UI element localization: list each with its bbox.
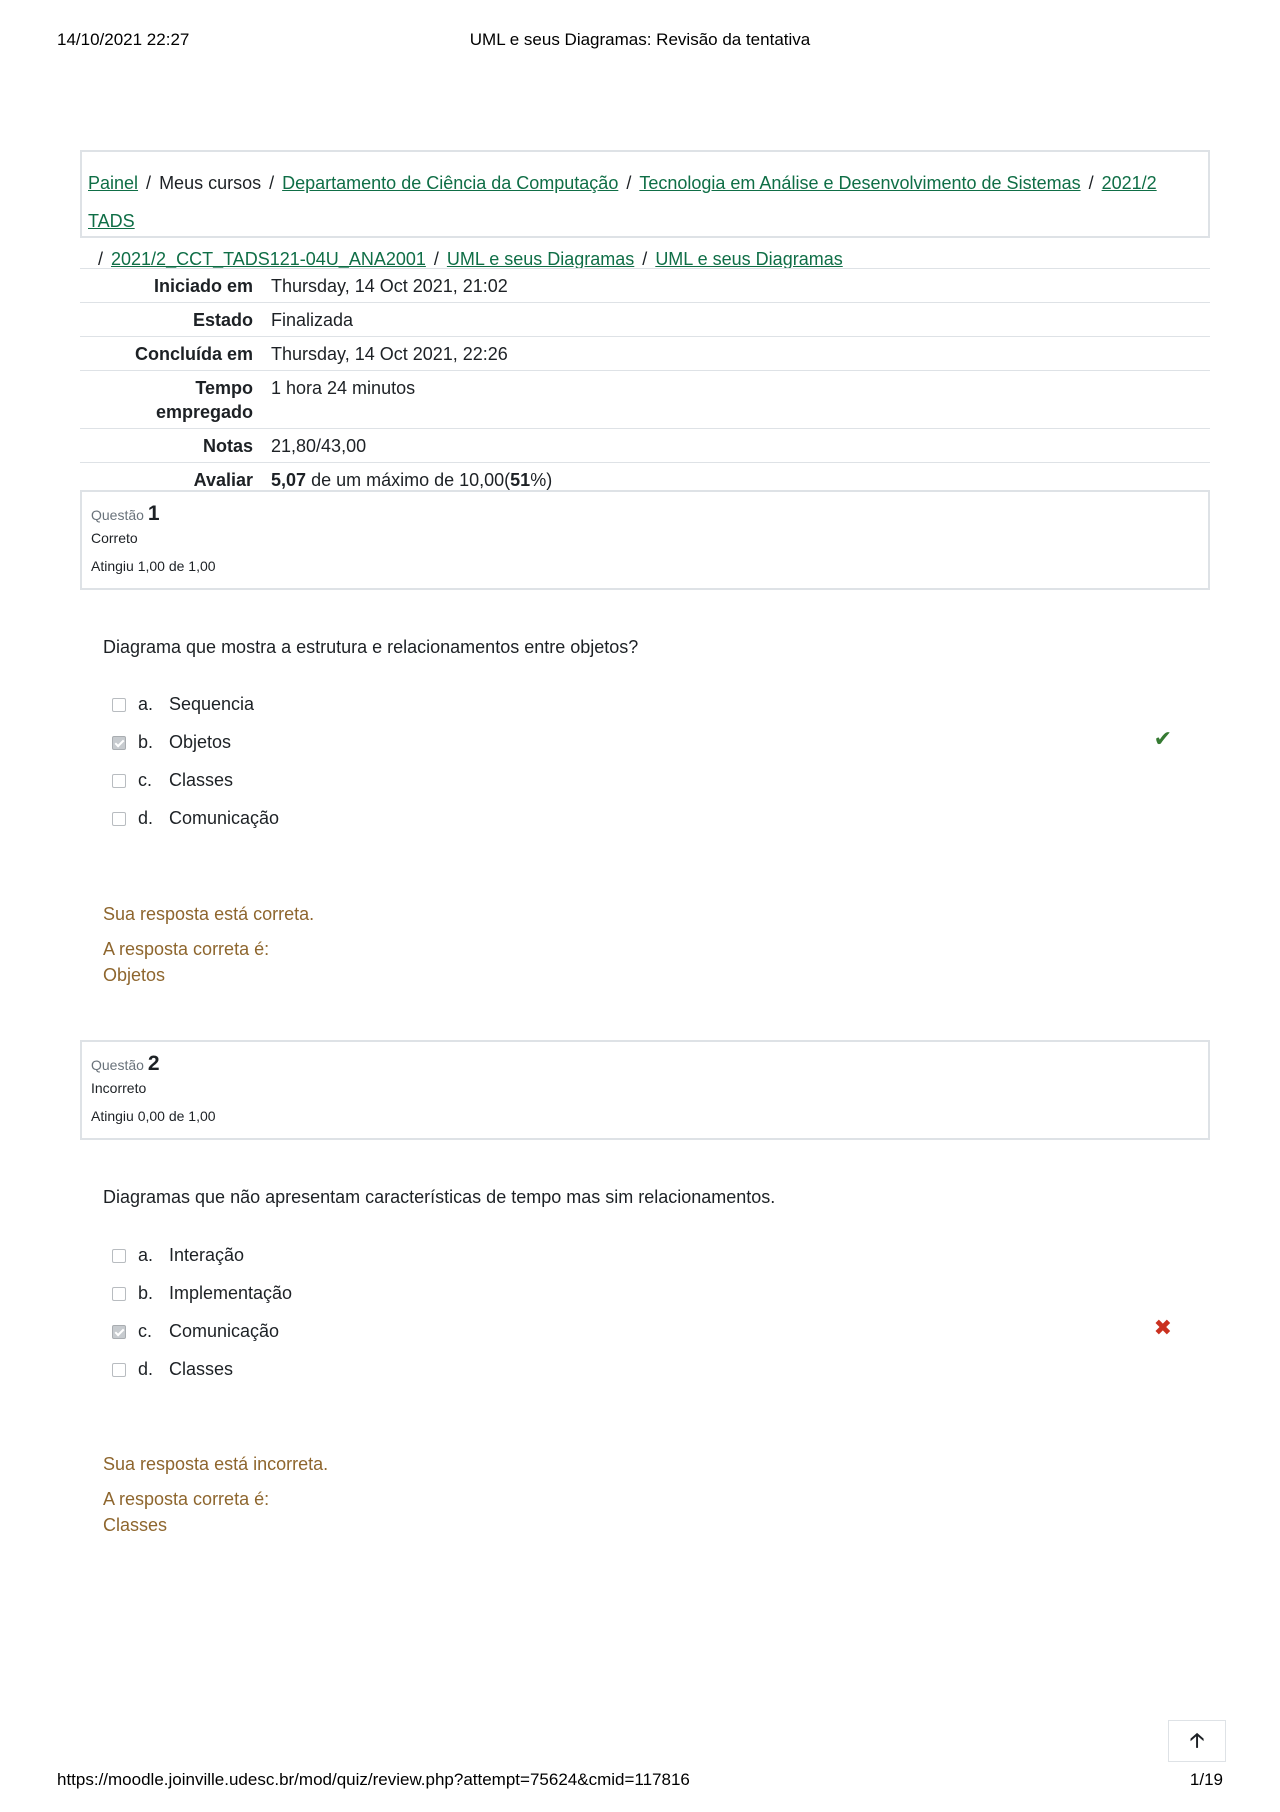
summary-label [80,371,261,429]
question-number: 2 [147,1052,160,1075]
scroll-top-button[interactable] [1168,1720,1226,1762]
question-info [80,490,1210,590]
answer-option[interactable] [112,1245,1182,1283]
summary-value: 1 hora 24 minutos [261,371,1210,429]
cross-icon: ✖ [1153,1315,1172,1340]
grade-score: 5,07 [271,470,307,490]
question-info [80,1040,1210,1140]
answer-option[interactable] [112,1359,1182,1397]
question-grade: Atingiu 0,00 de 1,00 [91,1108,216,1124]
summary-label-line: empregado [155,402,253,422]
answer-checkbox[interactable] [112,812,126,826]
grade-percent: 51 [510,470,531,490]
summary-label: Avaliar [80,463,261,497]
answer-letter: c. [138,770,153,790]
summary-row-time [80,371,1210,429]
answer-text: Classes [169,1359,234,1379]
grade-mid: de um máximo de 10,00( [311,470,511,490]
answer-option[interactable] [112,770,1182,808]
breadcrumb-separator: / [433,249,439,269]
answer-option[interactable] [112,808,1182,846]
arrow-up-icon: 🡡 [1189,1730,1205,1752]
answer-option[interactable] [112,1315,1182,1359]
answer-letter: b. [138,732,154,752]
answer-letter: a. [138,1245,154,1265]
question-number: 1 [147,502,160,525]
question-state: Incorreto [91,1080,147,1096]
summary-label-line: Tempo [195,378,253,398]
summary-row-state [80,303,1210,337]
answer-checkbox[interactable] [112,698,126,712]
summary-label: Concluída em [80,337,261,371]
answer-option[interactable] [112,726,1182,770]
right-answer-label: A resposta correta é: [103,1489,270,1509]
question-label: Questão [91,507,144,523]
question-text: Diagrama que mostra a estrutura e relacionamentos entre objetos? [103,637,639,657]
summary-row-marks [80,429,1210,463]
breadcrumb-departamento[interactable]: Departamento de Ciência da Computação [282,173,619,193]
answer-letter: d. [138,1359,154,1379]
feedback-result: Sua resposta está incorreta. [103,1454,329,1474]
print-date: 14/10/2021 22:27 [57,30,190,49]
print-header [57,30,1223,54]
breadcrumb-separator: / [269,173,275,193]
answer-letter: a. [138,694,154,714]
answer-text: Implementação [169,1283,293,1303]
answer-checkbox[interactable] [112,1325,126,1339]
breadcrumb-meus-cursos: Meus cursos [159,173,262,193]
answer-letter: c. [138,1321,153,1341]
question-feedback [103,1451,328,1538]
breadcrumb-quiz[interactable]: UML e seus Diagramas [655,249,843,269]
answer-text: Objetos [169,732,232,752]
answer-text: Comunicação [169,808,280,828]
answer-checkbox[interactable] [112,1287,126,1301]
breadcrumb-separator: / [642,249,648,269]
right-answer: Objetos [103,965,166,985]
print-title: UML e seus Diagramas: Revisão da tentativa [469,30,811,49]
answer-checkbox[interactable] [112,1249,126,1263]
question-number-line [91,1052,1199,1078]
answer-option[interactable] [112,694,1182,732]
feedback-result: Sua resposta está correta. [103,904,315,924]
answer-option[interactable] [112,1283,1182,1321]
right-answer-label: A resposta correta é: [103,939,270,959]
summary-row-started [80,269,1210,303]
summary-value: 21,80/43,00 [261,429,1210,463]
question-feedback [103,901,314,988]
breadcrumb-painel[interactable]: Painel [88,173,139,193]
answer-text: Classes [169,770,234,790]
question-number-line [91,502,1199,528]
summary-value: Thursday, 14 Oct 2021, 22:26 [261,337,1210,371]
attempt-summary [80,268,1210,496]
summary-label: Notas [80,429,261,463]
answer-letter: b. [138,1283,154,1303]
answer-list [112,1245,1182,1397]
summary-label: Estado [80,303,261,337]
grade-end: %) [530,470,553,490]
answer-text: Sequencia [169,694,255,714]
right-answer: Classes [103,1515,168,1535]
question-state: Correto [91,530,138,546]
print-footer [57,1770,1223,1794]
breadcrumb-disciplina[interactable]: 2021/2_CCT_TADS121-04U_ANA2001 [111,249,426,269]
breadcrumb-separator: / [98,249,104,269]
breadcrumb-separator: / [626,173,632,193]
answer-checkbox[interactable] [112,1363,126,1377]
summary-row-completed [80,337,1210,371]
check-icon: ✔ [1153,726,1172,751]
breadcrumb-separator: / [1088,173,1094,193]
summary-label: Iniciado em [80,269,261,303]
answer-checkbox[interactable] [112,774,126,788]
answer-letter: d. [138,808,154,828]
print-page-number: 1/19 [1189,1770,1223,1789]
print-url: https://moodle.joinville.udesc.br/mod/quiz/review.php?attempt=75624&cmid=117816 [57,1770,690,1789]
answer-text: Comunicação [169,1321,280,1341]
breadcrumb-separator: / [146,173,152,193]
breadcrumb-topico[interactable]: UML e seus Diagramas [446,249,635,269]
answer-checkbox[interactable] [112,736,126,750]
question-grade: Atingiu 1,00 de 1,00 [91,558,216,574]
answer-text: Interação [169,1245,245,1265]
breadcrumb-curso-tads[interactable]: Tecnologia em Análise e Desenvolvimento de Sistemas [639,173,1081,193]
summary-value: Thursday, 14 Oct 2021, 21:02 [261,269,1210,303]
question-label: Questão [91,1057,144,1073]
answer-list [112,694,1182,846]
question-text: Diagramas que não apresentam características de tempo mas sim relacionamentos. [103,1187,776,1207]
breadcrumb [80,150,1210,269]
breadcrumb-semestre[interactable]: 2021/2 TADS [88,173,1157,231]
summary-value: Finalizada [261,303,1210,337]
